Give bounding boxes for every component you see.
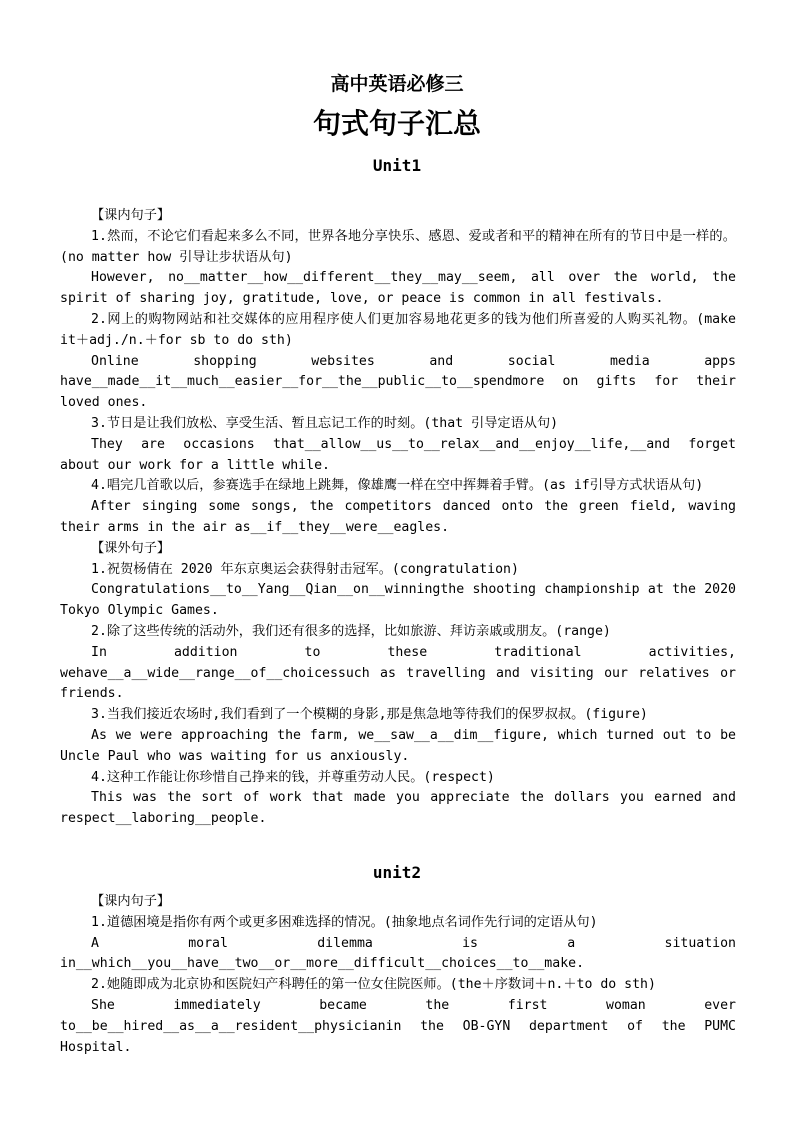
unit2-title: unit2	[372, 863, 422, 882]
sentence-cn: 2.网上的购物网站和社交媒体的应用程序使人们更加容易地花更多的钱为他们所喜爱的人购买礼物。(make it＋adj./n.＋for sb to do sth)	[60, 311, 736, 348]
unit1-title: Unit1	[372, 156, 422, 175]
sentence-en: As we were approaching the farm, we__saw__a__dim__figure, which turned out to be Uncle Paul who was waiting for us anxiously.	[60, 727, 736, 764]
sentence-cn: 4.这种工作能让你珍惜自己挣来的钱，并尊重劳动人民。(respect)	[91, 769, 495, 785]
sentence-en: Online shopping websites and social media apps have__made__it__much__easier__for__the__public__to__spendmore on gifts for their loved ones.	[60, 353, 736, 411]
sentence-en: However, no__matter__how__different__they__may__seem, all over the world, the spirit of sharing joy, gratitude, love, or peace is common in all festivals.	[60, 270, 736, 307]
sentence-cn: 3.当我们接近农场时,我们看到了一个模糊的身影,那是焦急地等待我们的保罗叔叔。(figure)	[91, 707, 648, 723]
sentence-en: Congratulations__to__Yang__Qian__on__winningthe shooting championship at the 2020 Tokyo Olympic Games.	[60, 582, 736, 619]
section-label-in-class: 【课内句子】	[91, 894, 171, 909]
course-title: 高中英语必修三	[330, 73, 464, 95]
section-label-in-class: 【课内句子】	[91, 208, 171, 223]
sentence-en: A moral dilemma is a situation in__which__you__have__two__or__more__difficult__choices__to__make.	[60, 935, 736, 972]
section-label-extra: 【课外句子】	[91, 540, 171, 556]
sentence-cn: 1.然而，不论它们看起来多么不同，世界各地分享快乐、感恩、爱或者和平的精神在所有的节日中是一样的。(no matter how 引导让步状语从句)	[60, 228, 736, 265]
sentence-en: In addition to these traditional activities, wehave__a__wide__range__of__choicessuch as travelling and visiting our relatives or friends.	[60, 644, 736, 702]
sentence-en: They are occasions that__allow__us__to__relax__and__enjoy__life,__and forget about our work for a little while.	[60, 436, 736, 473]
page-title: 句式句子汇总	[312, 107, 481, 140]
unit2-content	[60, 892, 736, 1058]
unit1-content	[60, 206, 736, 830]
sentence-cn: 4.唱完几首歌以后，参赛选手在绿地上跳舞，像雄鹰一样在空中挥舞着手臂。(as if引导方式状语从句)	[91, 478, 704, 494]
sentence-cn: 3.节日是让我们放松、享受生活、暂且忘记工作的时刻。(that 引导定语从句)	[91, 415, 559, 431]
sentence-cn: 2.除了这些传统的活动外，我们还有很多的选择，比如旅游、拜访亲戚或朋友。(range)	[91, 623, 611, 639]
sentence-en: She immediately became the first woman ever to__be__hired__as__a__resident__physicianin the OB-GYN department of the PUMC Hospital.	[60, 997, 736, 1055]
sentence-en: This was the sort of work that made you appreciate the dollars you earned and respect__laboring__people.	[60, 790, 736, 827]
sentence-en: After singing some songs, the competitors danced onto the green field, waving their arms in the air as__if__they__were__eagles.	[60, 499, 736, 535]
sentence-cn: 1.祝贺杨倩在 2020 年东京奥运会获得射击冠军。(congratulation)	[91, 561, 519, 577]
sentence-cn: 2.她随即成为北京协和医院妇产科聘任的第一位女住院医师。(the＋序数词＋n.＋to do sth)	[91, 977, 656, 993]
sentence-cn: 1.道德困境是指你有两个或更多困难选择的情况。(抽象地点名词作先行词的定语从句)	[91, 914, 598, 930]
